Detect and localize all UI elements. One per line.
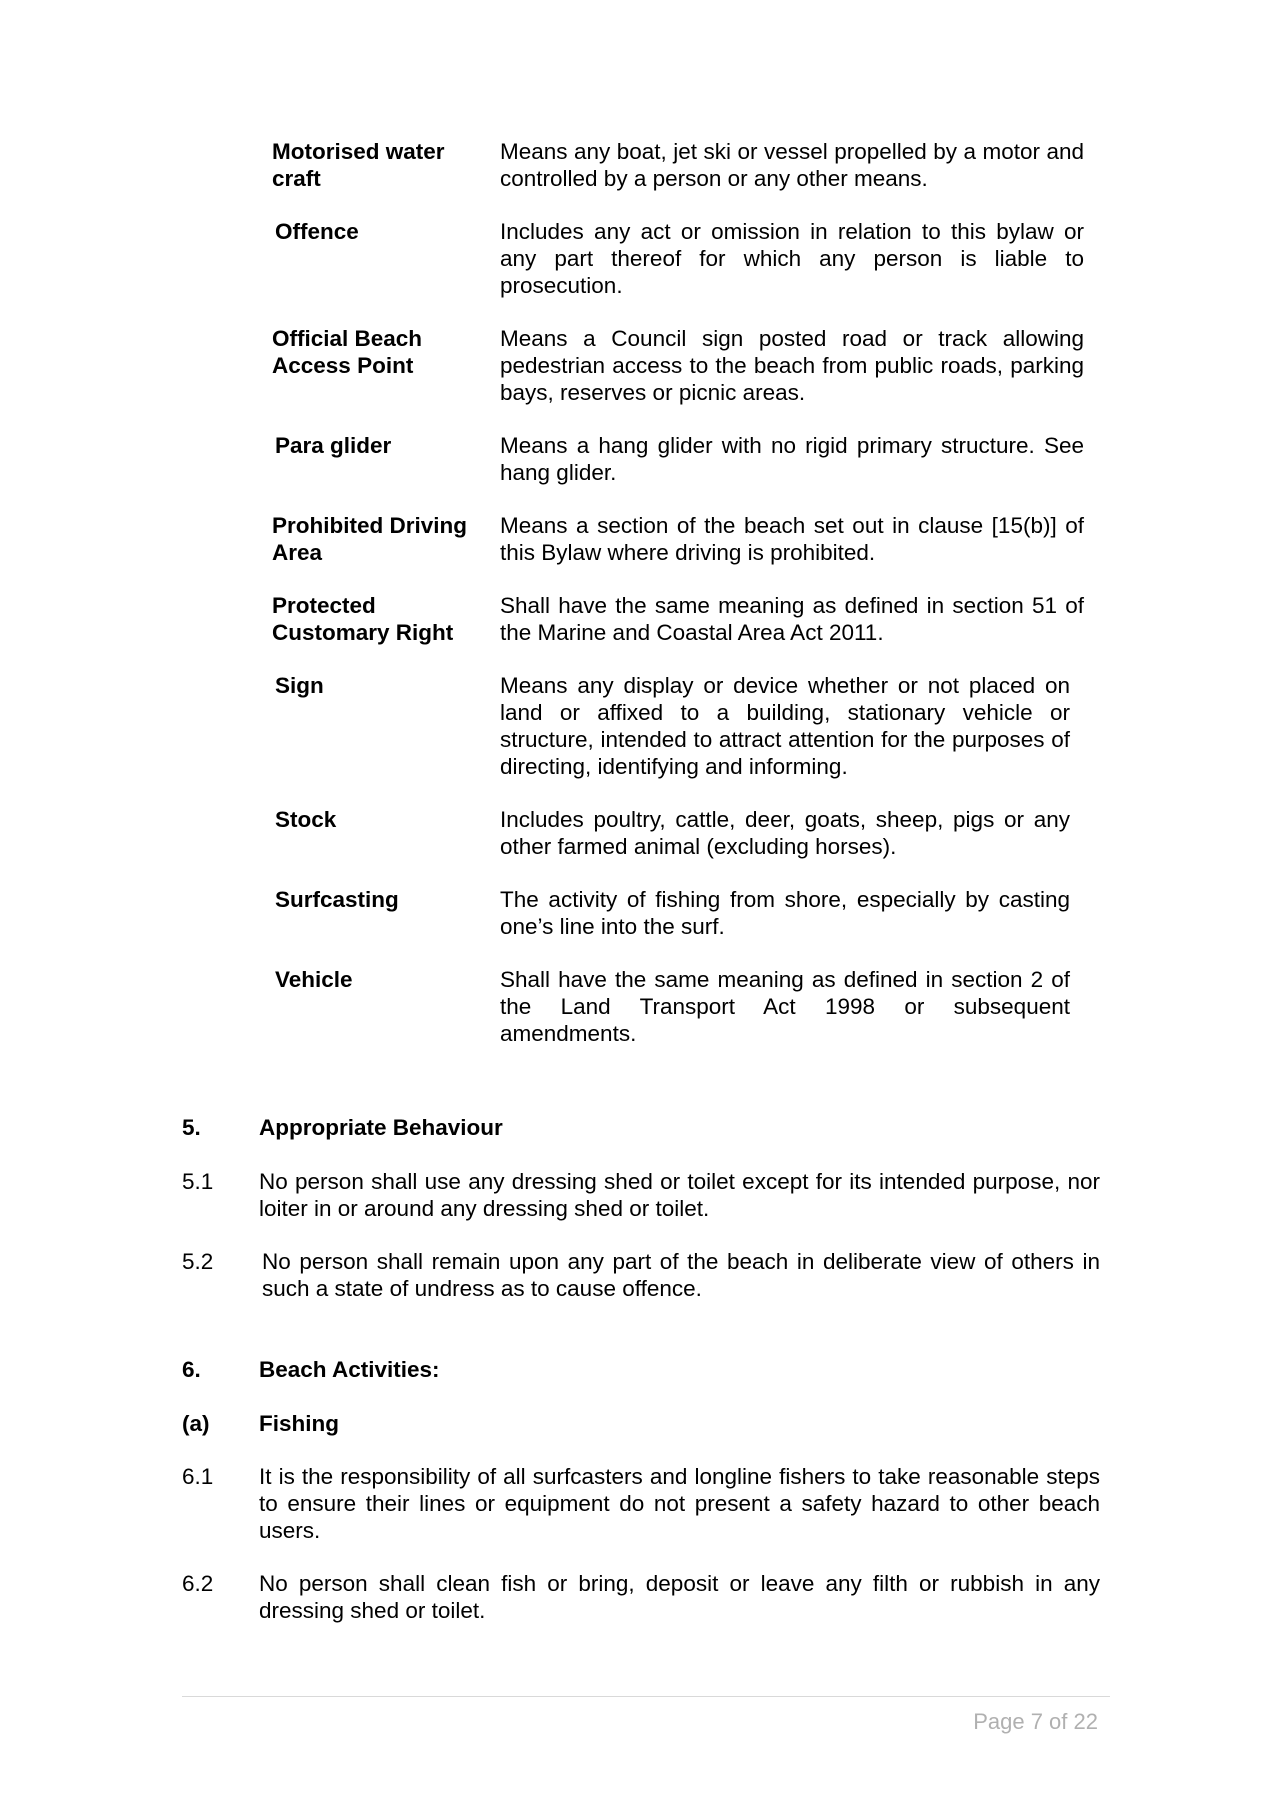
definition-term: Stock <box>275 807 337 832</box>
paragraph-6-1 <box>182 1463 1100 1544</box>
subsection-number: (a) <box>182 1411 210 1436</box>
definition-term: Prohibited Driving Area <box>272 513 468 565</box>
definition-term: Sign <box>275 673 324 698</box>
paragraph-number: 5.2 <box>182 1249 214 1274</box>
definition-row <box>272 512 1084 566</box>
definition-meaning: Means a Council sign posted road or track allowing pedestrian access to the beach from public roads, parking bays, reserves or picnic areas. <box>500 326 1084 405</box>
definition-term: Official Beach Access Point <box>272 326 423 378</box>
paragraph-text: No person shall clean fish or bring, deposit or leave any filth or rubbish in any dressing shed or toilet. <box>259 1571 1100 1623</box>
definition-term: Vehicle <box>275 967 353 992</box>
section-number: 6. <box>182 1357 201 1382</box>
paragraph-text: No person shall use any dressing shed or toilet except for its intended purpose, nor loiter in or around any dressing shed or toilet. <box>259 1169 1100 1221</box>
definition-meaning: Means any display or device whether or not placed on land or affixed to a building, stationary vehicle or structure, intended to attract attention for the purposes of directing, identifying and informing. <box>500 673 1070 779</box>
section-title: Beach Activities: <box>259 1357 440 1382</box>
footer-divider <box>182 1696 1110 1697</box>
section-number: 5. <box>182 1115 201 1140</box>
definition-row <box>272 966 1084 1047</box>
definitions-list <box>272 138 1084 1073</box>
section-5-heading <box>182 1114 1100 1141</box>
paragraph-5-1 <box>182 1168 1100 1222</box>
definition-meaning: Includes poultry, cattle, deer, goats, sheep, pigs or any other farmed animal (excluding horses). <box>500 807 1070 859</box>
definition-meaning: Means a section of the beach set out in clause [15(b)] of this Bylaw where driving is prohibited. <box>500 513 1084 565</box>
paragraph-5-2 <box>182 1248 1100 1302</box>
definition-row <box>272 325 1084 406</box>
paragraph-text: No person shall remain upon any part of the beach in deliberate view of others in such a state of undress as to cause offence. <box>262 1249 1100 1301</box>
definition-row <box>272 138 1084 192</box>
definition-meaning: Means a hang glider with no rigid primary structure. See hang glider. <box>500 433 1084 485</box>
definition-row <box>272 592 1084 646</box>
paragraph-number: 6.2 <box>182 1571 214 1596</box>
subsection-a-heading <box>182 1410 1100 1437</box>
definition-row <box>272 886 1084 940</box>
definition-row <box>272 806 1084 860</box>
definition-meaning: Shall have the same meaning as defined in section 51 of the Marine and Coastal Area Act 2011. <box>500 593 1084 645</box>
definition-term: Protected Customary Right <box>272 593 454 645</box>
section-6-heading <box>182 1356 1100 1383</box>
definition-term: Motorised water craft <box>272 139 445 191</box>
definition-meaning: Shall have the same meaning as defined in section 2 of the Land Transport Act 1998 or subsequent amendments. <box>500 967 1070 1046</box>
paragraph-number: 6.1 <box>182 1464 214 1489</box>
page-number: Page 7 of 22 <box>973 1709 1098 1734</box>
section-title: Appropriate Behaviour <box>259 1115 503 1140</box>
paragraph-number: 5.1 <box>182 1169 214 1194</box>
definition-meaning: Includes any act or omission in relation to this bylaw or any part thereof for which any person is liable to prosecution. <box>500 219 1084 298</box>
definition-row <box>272 672 1084 780</box>
paragraph-text: It is the responsibility of all surfcasters and longline fishers to take reasonable steps to ensure their lines or equipment do not present a safety hazard to other beach users. <box>259 1464 1100 1543</box>
definition-term: Surfcasting <box>275 887 399 912</box>
definition-row <box>272 218 1084 299</box>
definition-term: Offence <box>275 219 359 244</box>
definition-meaning: The activity of fishing from shore, especially by casting one’s line into the surf. <box>500 887 1070 939</box>
definition-meaning: Means any boat, jet ski or vessel propelled by a motor and controlled by a person or any other means. <box>500 139 1084 191</box>
definition-row <box>272 432 1084 486</box>
subsection-title: Fishing <box>259 1411 339 1436</box>
definition-term: Para glider <box>275 433 392 458</box>
paragraph-6-2 <box>182 1570 1100 1624</box>
